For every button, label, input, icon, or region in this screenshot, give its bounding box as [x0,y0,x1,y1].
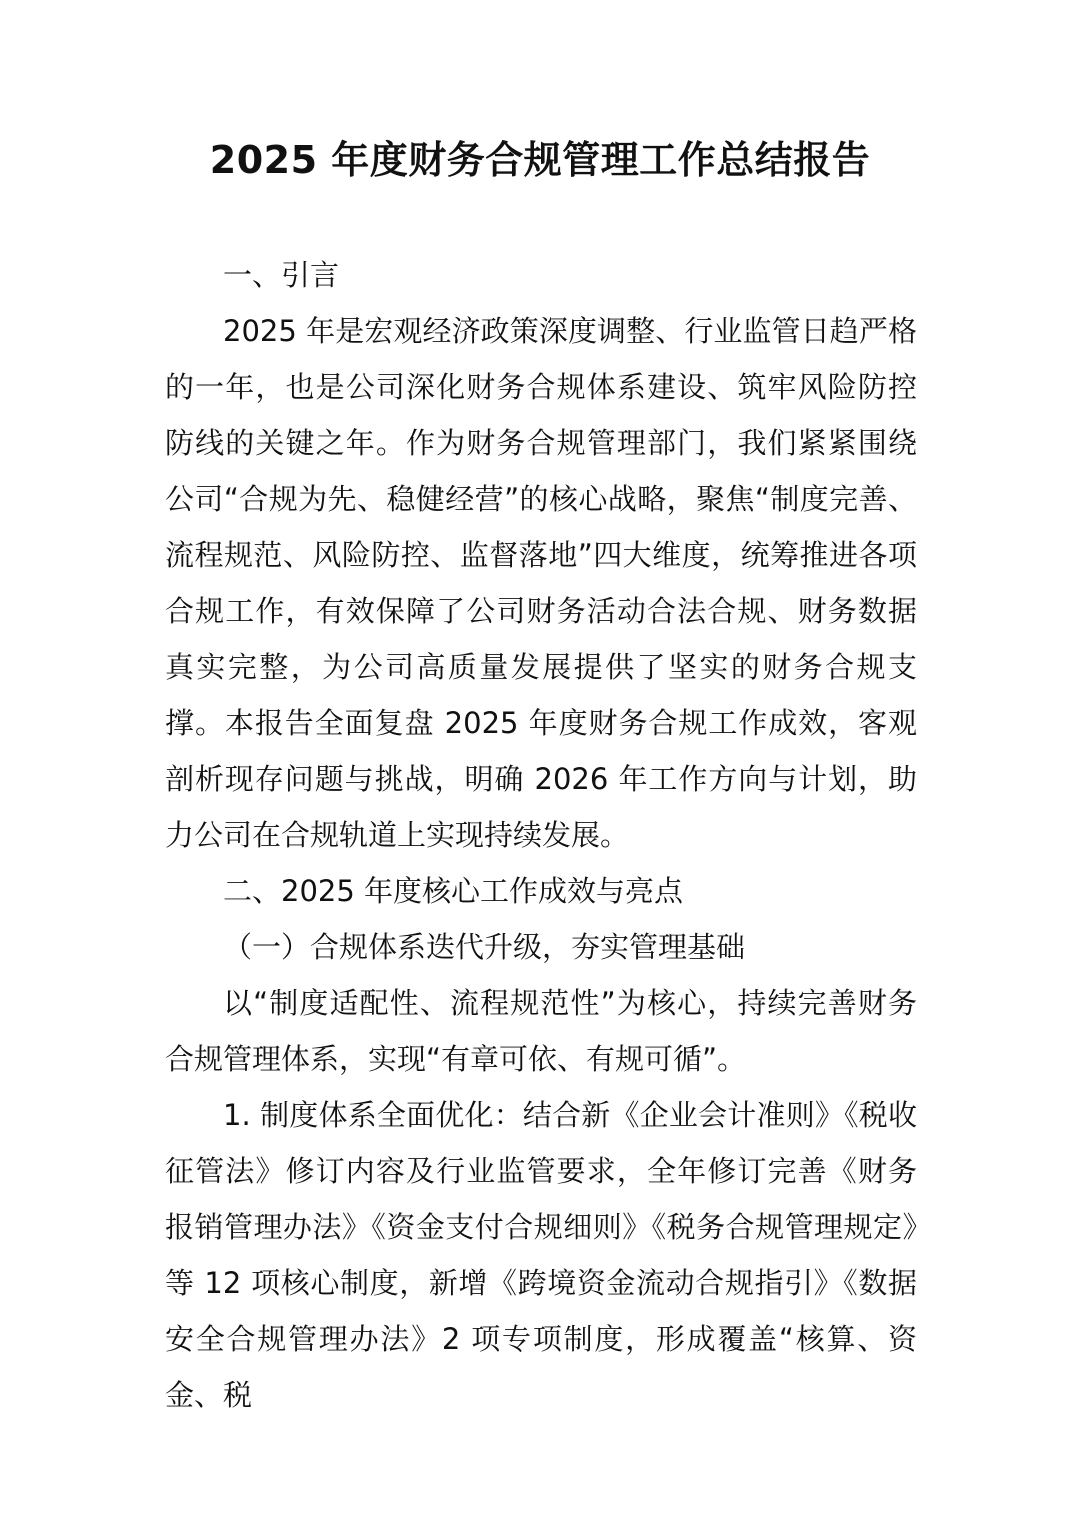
document-body [165,247,917,1423]
paragraph-system-upgrade: 以“制度适配性、流程规范性”为核心，持续完善财务合规管理体系，实现“有章可依、有规可循”。 [165,986,917,1076]
section-heading-introduction: 一、引言 [223,258,340,292]
document-title: 2025 年度财务合规管理工作总结报告 [209,138,871,182]
subsection-heading-system-upgrade: （一）合规体系迭代升级，夯实管理基础 [223,930,746,964]
paragraph-introduction: 2025 年是宏观经济政策深度调整、行业监管日趋严格的一年，也是公司深化财务合规体系建设、筑牢风险防控防线的关键之年。作为财务合规管理部门，我们紧紧围绕公司“合规为先、稳健经营”的核心战略，聚焦“制度完善、流程规范、风险防控、监督落地”四大维度，统筹推进各项合规工作，有效保障了公司财务活动合法合规、财务数据真实完整，为公司高质量发展提供了坚实的财务合规支撑。本报告全面复盘 2025 年度财务合规工作成效，客观剖析现存问题与挑战，明确 2026 年工作方向与计划，助力公司在合规轨道上实现持续发展。 [165,314,917,852]
paragraph-regulation-optimization: 1. 制度体系全面优化：结合新《企业会计准则》《税收征管法》修订内容及行业监管要求，全年修订完善《财务报销管理办法》《资金支付合规细则》《税务合规管理规定》等 12 项核心制度，新增《跨境资金流动合规指引》《数据安全合规管理办法》2 项专项制度，形成覆盖“核算、资金、税 [165,1098,917,1412]
section-heading-achievements: 二、2025 年度核心工作成效与亮点 [223,874,684,908]
